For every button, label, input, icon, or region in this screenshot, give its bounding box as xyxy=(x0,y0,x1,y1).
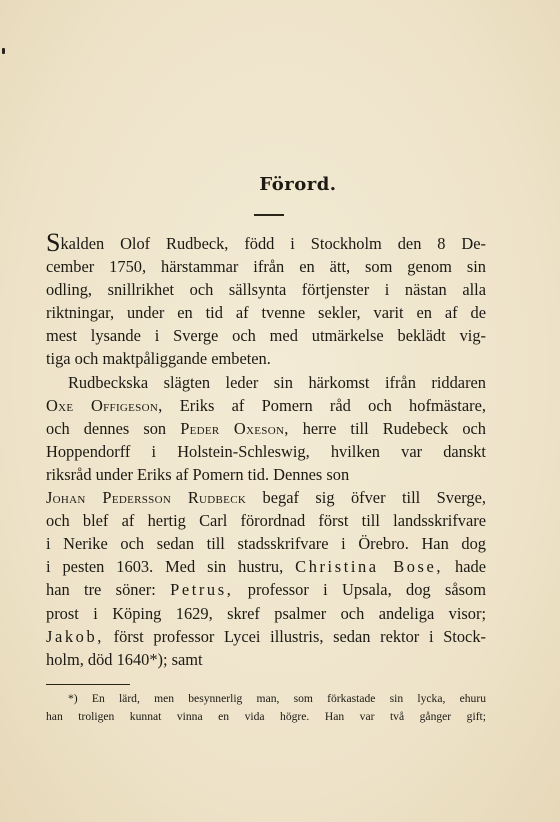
title-divider xyxy=(254,214,284,216)
text-line: riktningar, under en tid af tvenne sekler, varit en af de xyxy=(46,303,486,323)
text-line xyxy=(46,486,486,509)
drop-cap: S xyxy=(46,228,61,257)
page-edge-mark xyxy=(2,48,5,54)
text-line: Hoppendorff i Holstein-Schleswig, hvilken var danskt xyxy=(46,441,486,461)
text-span: herre till Rudebeck och xyxy=(302,418,486,438)
text-line xyxy=(46,417,486,440)
person-name: Petrus, xyxy=(170,580,234,600)
text-line xyxy=(46,625,486,648)
person-name: Jakob, xyxy=(46,626,104,646)
text-line: och blef af hertig Carl förordnad först till landsskrifvare xyxy=(46,511,486,531)
text-line: holm, död 1640*); samt xyxy=(46,649,203,669)
text-line xyxy=(46,228,486,257)
person-name: Oxe Offigeson, xyxy=(46,395,163,415)
text-line: tiga och maktpåliggande embeten. xyxy=(46,349,271,369)
text-span: i pesten 1603. Med sin hustru, xyxy=(46,557,284,577)
person-name: Johan Pedersson Rudbeck xyxy=(46,488,247,508)
text-line: i Nerike och sedan till stadsskrifvare i Örebro. Han dog xyxy=(46,534,486,554)
text-span: professor i Upsala, dog såsom xyxy=(247,580,486,600)
text-line xyxy=(46,555,486,578)
body-text xyxy=(46,228,486,671)
text-span: först professor Lycei illustris, sedan rektor i Stock- xyxy=(113,626,486,646)
footnote-divider xyxy=(46,684,130,685)
person-name: Christina Bose, xyxy=(295,557,444,577)
text-line: cember 1750, härstammar ifrån en ätt, som genom sin xyxy=(46,257,486,277)
text-span: kalden Olof Rudbeck, född i Stockholm den 8 De- xyxy=(60,234,486,253)
footnote xyxy=(46,690,486,726)
text-line: prost i Köping 1629, skref psalmer och andeliga visor; xyxy=(46,603,486,623)
text-span: hade xyxy=(455,557,486,577)
text-span: begaf sig öfver till Sverge, xyxy=(262,488,486,508)
text-line xyxy=(46,394,486,417)
text-line: mest lysande i Sverge och med utmärkelse beklädt vig- xyxy=(46,326,486,346)
text-span: Eriks af Pomern råd och hofmästare, xyxy=(179,395,486,415)
page-title: Förord. xyxy=(259,174,337,195)
text-span: han tre söner: xyxy=(46,580,156,600)
text-span: och dennes son xyxy=(46,418,167,438)
text-line: riksråd under Eriks af Pomern tid. Dennes son xyxy=(46,464,350,484)
text-line xyxy=(46,578,486,601)
text-line: Rudbeckska slägten leder sin härkomst ifrån riddaren xyxy=(68,372,486,392)
footnote-line: han troligen kunnat vinna en vida högre. Han var två gånger gift; xyxy=(46,710,486,723)
person-name: Peder Oxeson, xyxy=(180,418,289,438)
text-line: odling, snillrikhet och sällsynta förtjenster i nästan alla xyxy=(46,280,486,300)
footnote-line: *) En lärd, men besynnerlig man, som förkastade sin lycka, ehuru xyxy=(68,692,486,705)
